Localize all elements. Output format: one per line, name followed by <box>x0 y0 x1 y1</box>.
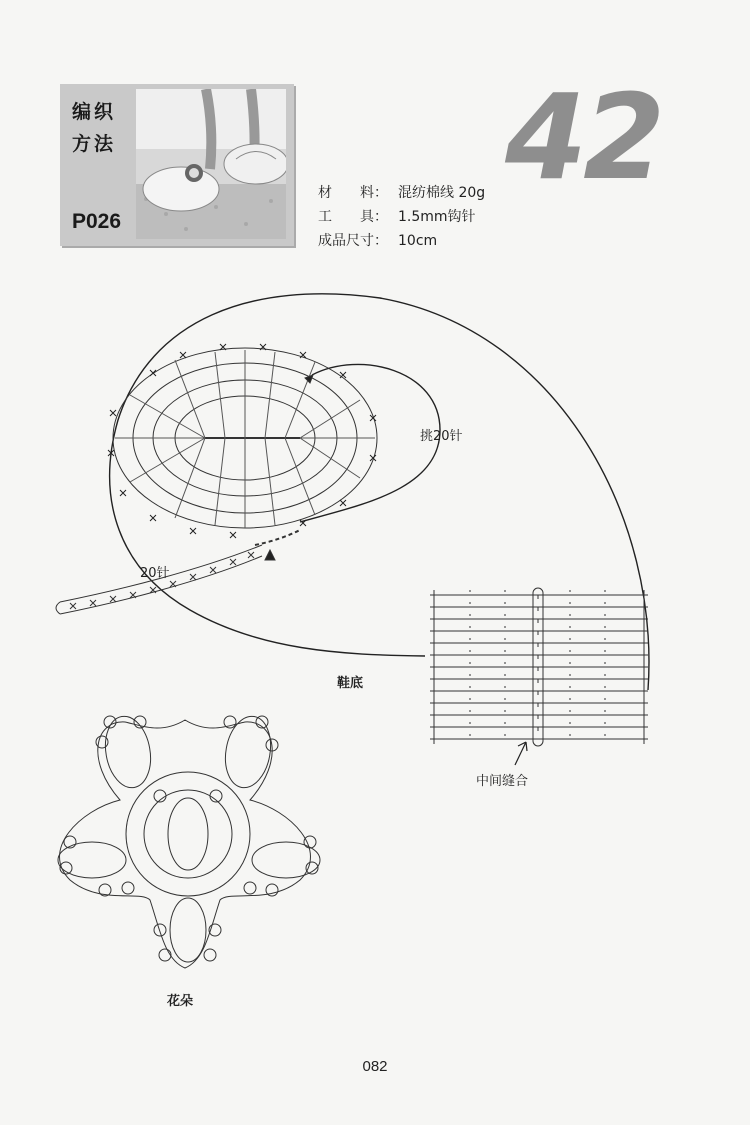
seam-arrow <box>515 742 527 765</box>
page-number: 082 <box>362 1058 388 1075</box>
sole-chart <box>108 344 377 560</box>
card-title-line1: 编织 <box>72 101 117 123</box>
spec-size-value: 10cm <box>398 233 438 249</box>
card-code: P026 <box>72 210 122 233</box>
stitch-count-label: 20针 <box>140 566 170 581</box>
spec-tool-label: 工 具： <box>318 209 388 225</box>
spec-size-label: 成品尺寸： <box>318 233 388 249</box>
middle-seam-label: 中间缝合 <box>476 774 529 789</box>
seam-grid <box>430 588 648 746</box>
spec-material-value: 混纺棉线 20g <box>398 185 486 201</box>
card-title-line2: 方法 <box>72 133 117 155</box>
flower-label: 花朵 <box>167 994 194 1009</box>
sole-label: 鞋底 <box>337 676 364 691</box>
spec-tool-value: 1.5mm钩针 <box>398 209 476 225</box>
flower-chart <box>58 713 320 968</box>
spec-material-label: 材 料： <box>318 185 388 201</box>
pick-up-label: 挑20针 <box>420 429 463 444</box>
pattern-number: 42 <box>505 68 662 206</box>
strap-curve <box>300 364 440 522</box>
